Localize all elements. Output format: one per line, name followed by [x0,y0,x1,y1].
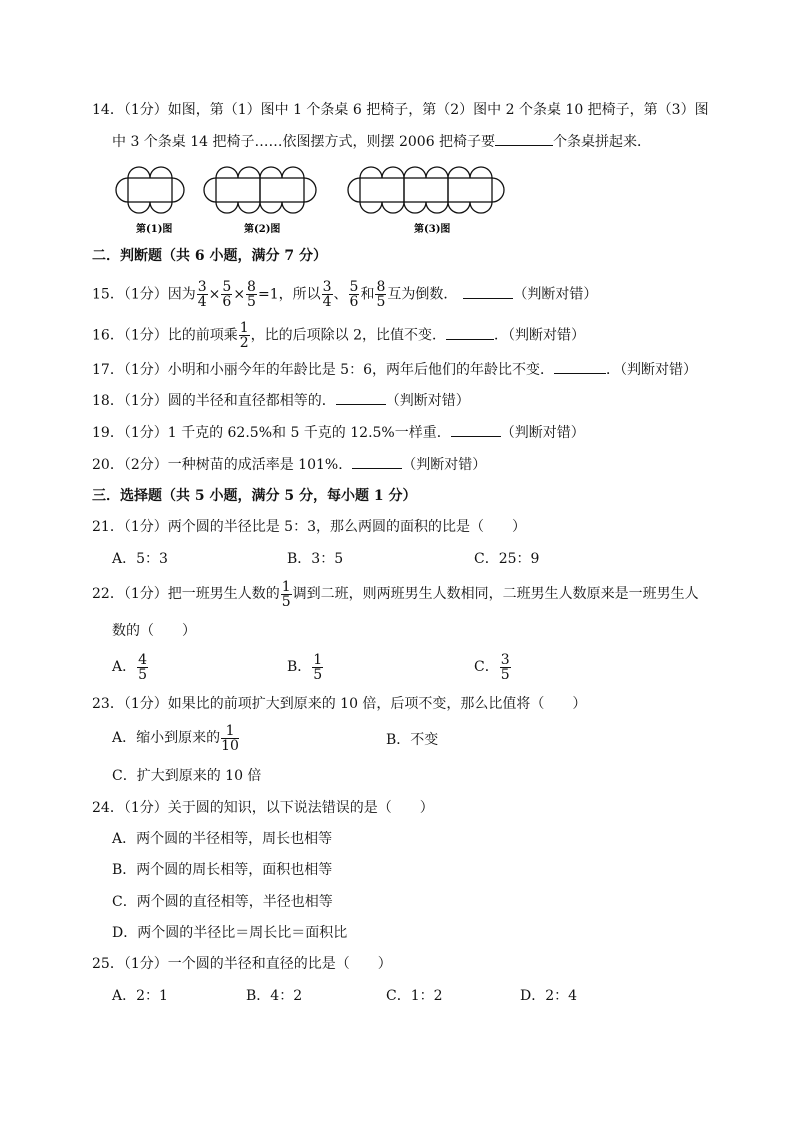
q17-text: 17．（1分）小明和小丽今年的年龄比是 5：6，两年后他们的年龄比不变． [92,362,554,378]
q22-a-fraction: $\frac{4}{5}$ [138,651,148,683]
q19-text: 19．（1分）1 千克的 62.5%和 5 千克的 12.5%一样重． [92,425,451,441]
q22-c-fraction: $\frac{3}{5}$ [500,651,510,683]
q22-line1 [92,579,699,609]
option-letter: A． [112,659,137,675]
q14-line2-text: 中 3 个条桌 14 把椅子……依图摆方式，则摆 2006 把椅子要 [112,134,496,150]
q23-a-text: A．缩小到原来的 [112,730,221,746]
figure-2-label: 第(2)图 [244,224,281,235]
figure-1-label: 第(1)图 [136,224,173,235]
q15-fraction-3-4: $\frac{3}{4}$ [197,279,207,310]
answer-blank [446,327,494,340]
figure-1-drawing [116,167,184,213]
q24-text: 24．（1分）关于圆的知识，以下说法错误的是（ ） [92,800,434,816]
q15-suffix: 互为倒数． [387,286,458,303]
q17-tail: ．（判断对错） [606,362,697,378]
q23-option-a[interactable] [112,723,240,753]
q22-option-a[interactable] [112,652,149,682]
q25-option-b[interactable]: B．4：2 [246,988,303,1004]
q18-tail: （判断对错） [385,393,470,409]
q23-text: 23．（1分）如果比的前项扩大到原来的 10 倍，后项不变，那么比值将（ ） [92,696,587,712]
option-letter: C． [474,659,499,675]
q23-option-b[interactable]: B．不变 [386,732,439,748]
q15-fraction-5-6-b: $\frac{5}{6}$ [349,279,359,310]
q21-text: 21．（1分）两个圆的半径比是 5：3，那么两圆的面积的比是（ ） [92,519,526,535]
q24-option-a[interactable]: A．两个圆的半径相等，周长也相等 [112,831,333,847]
q25-option-c[interactable]: C．1：2 [386,988,443,1004]
q21-option-b[interactable]: B．3：5 [287,551,344,567]
q19 [92,424,585,442]
q15-tail: （判断对错） [513,286,598,303]
q18-text: 18．（1分）圆的半径和直径都相等的． [92,393,336,409]
q14-figure [114,160,534,238]
answer-blank [554,361,606,374]
q15-fraction-3-4-b: $\frac{3}{4}$ [322,279,332,310]
section-2-title: 二．判断题（共 6 小题，满分 7 分） [92,248,327,264]
q16-fraction-1-2: $\frac{1}{2}$ [239,320,249,351]
q15-prefix: 15．（1分）因为 [92,286,196,303]
q22-line2: 数的（ ） [112,623,196,639]
q21-option-a[interactable]: A．5：3 [112,551,168,567]
figure-2-drawing [204,167,316,213]
q15: 15．（1分）因为 $\frac{3}{4}$ × $\frac{5}{6}$ × $\frac{8}{5}$ =1，所以 $\frac{3}{4}$ 、 $\frac{5}{6}$ 和 $\frac{8}{5}$ 互为倒数． （判断对错） [92,279,598,310]
q14-line1: 14．（1分）如图，第（1）图中 1 个条桌 6 把椅子，第（2）图中 2 个条桌 10 把椅子，第（3）图 [92,102,709,118]
q20 [92,456,486,474]
section-3-title: 三．选择题（共 5 小题，满分 5 分，每小题 1 分） [92,488,417,504]
q15-fraction-5-6: $\frac{5}{6}$ [222,279,232,310]
q16 [92,321,585,350]
q24-option-d[interactable]: D．两个圆的半径比＝周长比＝面积比 [112,925,348,941]
q15-fraction-8-5-b: $\frac{8}{5}$ [376,279,386,310]
figure-3-label: 第(3)图 [414,224,451,235]
q22-fraction-1-5: $\frac{1}{5}$ [281,578,291,610]
q15-and: 和 [360,286,375,303]
q21-option-c[interactable]: C．25：9 [474,551,540,567]
q22-b-fraction: $\frac{1}{5}$ [313,651,323,683]
q15-fraction-8-5: $\frac{8}{5}$ [247,279,256,310]
q25-option-d[interactable]: D．2：4 [520,988,578,1004]
answer-blank [495,133,553,146]
option-letter: B． [287,659,312,675]
q22-option-b[interactable] [287,652,324,682]
q14-line2-end: 个条桌拼起来． [553,134,652,150]
q20-text: 20．（2分）一种树苗的成活率是 101%． [92,457,353,473]
q15-mid: =1，所以 [257,286,321,303]
q18 [92,392,470,410]
answer-blank [451,424,501,437]
q14-line2 [112,133,651,151]
q25-option-a[interactable]: A．2：1 [112,988,168,1004]
q22-suffix: 调到二班，则两班男生人数相同，二班男生人数原来是一班男生人 [292,586,699,602]
q25-text: 25．（1分）一个圆的半径和直径的比是（ ） [92,956,392,972]
answer-blank [336,392,386,405]
answer-blank [352,456,402,469]
q20-tail: （判断对错） [402,457,487,473]
answer-blank [463,286,513,299]
q16-prefix: 16．（1分）比的前项乘 [92,327,238,344]
q24-option-b[interactable]: B．两个圆的周长相等，面积也相等 [112,862,333,878]
q22-prefix: 22．（1分）把一班男生人数的 [92,586,280,602]
q24-option-c[interactable]: C．两个圆的直径相等，半径也相等 [112,894,333,910]
q16-tail: ．（判断对错） [494,327,586,344]
q19-tail: （判断对错） [500,425,585,441]
figure-3-drawing [348,167,504,213]
q17 [92,361,697,379]
q16-mid: ，比的后项除以 2，比值不变． [250,327,447,344]
q23-a-fraction: $\frac{1}{10}$ [221,722,239,754]
q23-option-c[interactable]: C．扩大到原来的 10 倍 [112,768,262,784]
q22-option-c[interactable] [474,652,512,682]
